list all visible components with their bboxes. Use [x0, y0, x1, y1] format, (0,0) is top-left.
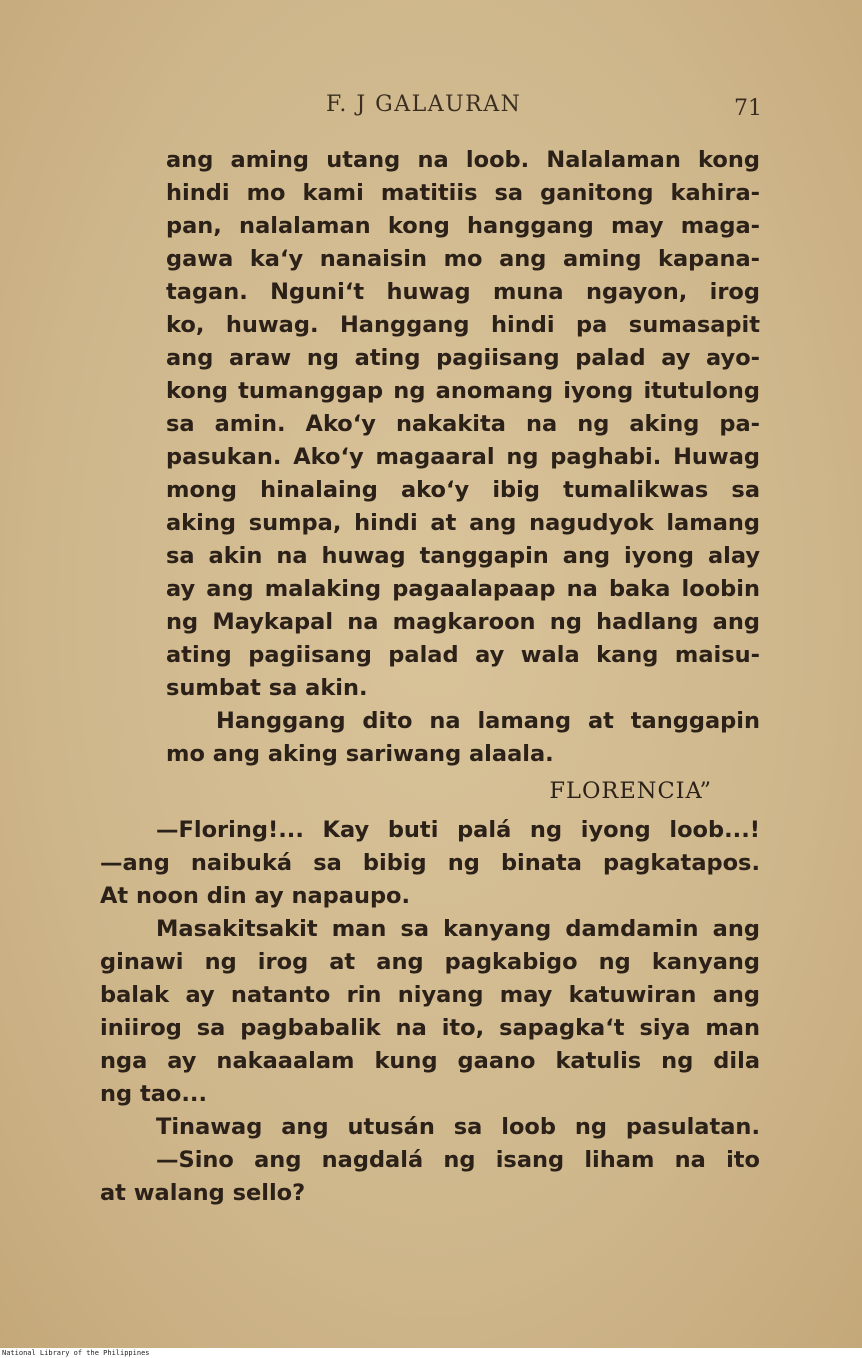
text-line: At noon din ay napaupo.	[100, 883, 411, 909]
text-line: —Floring!... Kay buti palá ng iyong loob...!	[156, 817, 760, 843]
text-line: ang aming utang na loob. Nalalaman kong	[166, 147, 760, 173]
page-header	[0, 92, 862, 126]
library-credit: National Library of the Philippines	[2, 1349, 150, 1357]
text-line: iniirog sa pagbabalik na ito, sapagka‘t siya man	[100, 1015, 760, 1041]
page-number: 71	[734, 96, 762, 121]
text-line: ng tao...	[100, 1081, 207, 1107]
text-line: gawa ka‘y nanaisin mo ang aming kapana-	[166, 246, 760, 272]
text-line: Hanggang dito na lamang at tanggapin	[216, 708, 760, 734]
text-line: ginawi ng irog at ang pagkabigo ng kanyang	[100, 949, 760, 975]
text-line: sa akin na huwag tanggapin ang iyong alay	[166, 543, 760, 569]
text-line: ng Maykapal na magkaroon ng hadlang ang	[166, 609, 760, 635]
text-line: ating pagiisang palad ay wala kang maisu-	[166, 642, 760, 668]
text-line: pasukan. Ako‘y magaaral ng paghabi. Huwag	[166, 444, 760, 470]
text-line: mong hinalaing ako‘y ibig tumalikwas sa	[166, 477, 760, 503]
text-line: ang araw ng ating pagiisang palad ay ayo-	[166, 345, 760, 371]
text-line: sa amin. Ako‘y nakakita na ng aking pa-	[166, 411, 760, 437]
text-line: sumbat sa akin.	[166, 675, 368, 701]
text-line: nga ay nakaaalam kung gaano katulis ng dila	[100, 1048, 760, 1074]
letter-signature: FLORENCIA”	[549, 778, 712, 804]
text-line: mo ang aking sariwang alaala.	[166, 741, 554, 767]
text-line: pan, nalalaman kong hanggang may maga-	[166, 213, 760, 239]
running-head: F. J GALAURAN	[326, 92, 522, 117]
text-line: ay ang malaking pagaalapaap na baka loobin	[166, 576, 760, 602]
text-line: ko, huwag. Hanggang hindi pa sumasapit	[166, 312, 760, 338]
footer-strip	[0, 1348, 862, 1358]
text-line: aking sumpa, hindi at ang nagudyok lamang	[166, 510, 760, 536]
text-line: —ang naibuká sa bibig ng binata pagkatapos.	[100, 850, 760, 876]
body-text	[100, 144, 760, 1210]
text-line: Tinawag ang utusán sa loob ng pasulatan.	[156, 1114, 760, 1140]
text-line: hindi mo kami matitiis sa ganitong kahira-	[166, 180, 760, 206]
text-line: balak ay natanto rin niyang may katuwiran ang	[100, 982, 760, 1008]
text-line: tagan. Nguni‘t huwag muna ngayon, irog	[166, 279, 760, 305]
text-line: kong tumanggap ng anomang iyong itutulong	[166, 378, 760, 404]
text-line: —Sino ang nagdalá ng isang liham na ito	[156, 1147, 760, 1173]
text-line: at walang sello?	[100, 1180, 306, 1206]
text-line: Masakitsakit man sa kanyang damdamin ang	[156, 916, 760, 942]
